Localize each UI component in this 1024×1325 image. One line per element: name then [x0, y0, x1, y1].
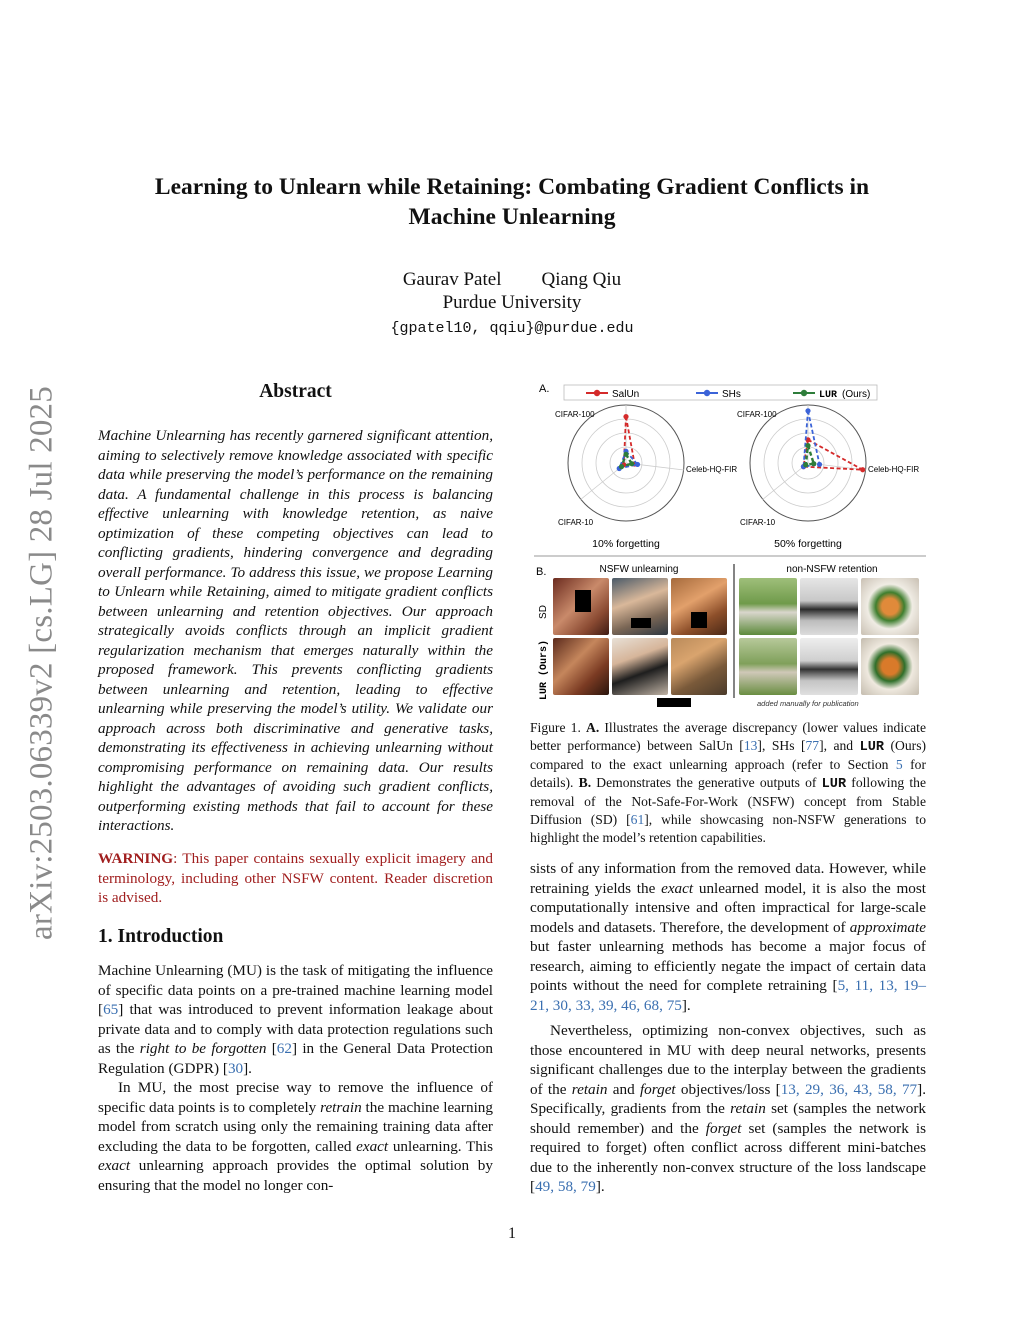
radar-2-title: 50% forgetting [774, 538, 842, 550]
citation-link[interactable]: 65 [103, 1001, 119, 1018]
legend [564, 385, 877, 401]
censor-note: added manually for publication [757, 699, 859, 708]
radar-point-salun-1 [860, 467, 865, 472]
citation-links[interactable]: 13, 29, 36, 43, 58, 77 [780, 1080, 918, 1098]
censor-bar [631, 618, 651, 628]
citation-link[interactable]: 62 [276, 1040, 292, 1057]
right-column-text [530, 859, 926, 1197]
section-link[interactable]: 5 [895, 757, 903, 773]
paper-title: Learning to Unlearn while Retaining: Combating Gradient Conflicts in Machine Unlearning [154, 174, 870, 230]
radar-point-lur-ours--1 [629, 461, 634, 466]
right-paragraph-1: sists of any information from the removed data. However, while retraining yields the exact unlearned model, it is also the most computationally intensive and often impractical for large-scale models and datasets. Therefore, the development of approximate but faster unlearning methods has become a major focus of research, aiming to efficiently negate the impact of certain data points without the need for complete retraining [5, 11, 13, 19–21, 30, 33, 39, 46, 68, 75]. [530, 860, 927, 1014]
radar-1-series [617, 414, 640, 471]
lur-retention-image-2 [800, 638, 858, 695]
lur-image-1 [553, 638, 609, 695]
intro-paragraph-2: In MU, the most precise way to remove the influence of specific data points is to completely retrain the machine learning model from scratch using only the remaining training data after excluding the data to be forgotten, called exact unlearning. This exact unlearning approach provides the optimal solution by ensuring that the model no longer con- [98, 1079, 493, 1194]
row-label-lur: LUR (Ours) [539, 639, 550, 701]
warning-text: : This paper contains sexually explicit imagery and terminology, including other NSFW content. Reader discretion is advised. [98, 850, 493, 906]
citation-link[interactable]: 13 [743, 737, 758, 753]
radar-series-salun [624, 417, 635, 465]
legend-shs-marker [704, 390, 710, 396]
figure-caption: Figure 1. A. Illustrates the average discrepancy (lower values indicate better performance) between SalUn [13], SHs [77], and LUR (Ours) compared to the exact unlearning approach (refer to Section 5 for details). B. Demonstrates the generative outputs of LUR following the removal of the Not-Safe-For-Work (NSFW) concept from Stable Diffusion (SD) [61], while showcasing non-NSFW generations to highlight the model’s retention capabilities. [530, 720, 927, 845]
right-paragraph-2: Nevertheless, optimizing non-convex objectives, such as those encountered in MU with deep neural networks, presents significant challenges due to the interplay between the gradients of the retain and forget objectives/loss [13, 29, 36, 43, 58, 77]. Specifically, gradients from the retain set (samples the network should remember) and the forget set (samples the network is required to forget) often conflict across different mini-batches due to the inherently non-convex structure of the loss landscape [49, 58, 79]. [530, 1022, 926, 1195]
legend-lur-marker [801, 390, 807, 396]
figure-1 [530, 378, 928, 713]
section-heading: 1. Introduction [98, 926, 224, 947]
citation-link[interactable]: 61 [630, 811, 645, 827]
censor-bar [575, 590, 591, 612]
radar-1-axis-celeb: Celeb-HQ-FIR [686, 465, 738, 474]
author-block [300, 268, 724, 340]
author-names [300, 268, 724, 291]
intro-paragraph-1: Machine Unlearning (MU) is the task of mitigating the influence of specific data points on a pre-trained machine learning model [65] that was introduced to prevent information leakage about private data and to comply with data protection regulations such as the right to be forgotten [62] in the General Data Protection Regulation (GDPR) [30]. [98, 962, 493, 1077]
citation-link[interactable]: 30 [227, 1059, 244, 1077]
row-label-sd: SD [538, 605, 549, 619]
legend-salun-marker [594, 390, 600, 396]
radar-2-spoke [762, 463, 808, 500]
arxiv-id: arXiv:2503.06339v2 [cs.LG] 28 Jul 2025 [23, 386, 60, 940]
lur-retention-image-3 [861, 638, 919, 695]
lur-retention-image-1 [739, 638, 797, 695]
radar-chart-2 [737, 405, 919, 550]
warning-label: WARNING [98, 850, 174, 867]
radar-1-title: 10% forgetting [592, 538, 660, 550]
radar-point-lur-ours--0 [623, 452, 628, 457]
censor-bar [691, 612, 707, 628]
email: {gpatel10, qqiu}@purdue.edu [390, 320, 634, 337]
page-number: 1 [508, 1225, 516, 1242]
radar-2-axis-cifar100: CIFAR-100 [737, 410, 777, 419]
radar-point-lur-ours--2 [803, 462, 808, 467]
b-title-retention: non-NSFW retention [786, 564, 878, 575]
sd-retention-image-3 [861, 578, 919, 635]
legend-shs-label: SHs [722, 389, 741, 400]
radar-point-shs-1 [635, 462, 640, 467]
warning-note [98, 849, 493, 908]
citation-links[interactable]: 49, 58, 79 [535, 1178, 596, 1195]
radar-1-axis-cifar100: CIFAR-100 [555, 410, 595, 419]
radar-2-axis-celeb: Celeb-HQ-FIR [868, 465, 920, 474]
citation-links[interactable]: 5, 11, 13, 19–21, 30, 33, 39, 46, 68, 75 [530, 977, 926, 1014]
radar-2-axis-cifar10: CIFAR-10 [740, 518, 776, 527]
legend-lur-ours: (Ours) [842, 389, 871, 400]
abstract-text: Machine Unlearning has recently garnered significant attention, aiming to selectively remove knowledge associated with specific data while preserving the model’s performance on the remaining data. A fundamental challenge in this process is balancing effective unlearning with knowledge retention, as naive optimization of these competing objectives can lead to conflicting gradients, hindering convergence and degrading overall performance. To address this issue, we propose Learning to Unlearn while Retaining, aimed to mitigate gradient conflicts between unlearning and retention objectives. Our approach strategically avoids conflicts through an implicit gradient regularization mechanism that emerges naturally within the proposed framework. This prevents conflicting gradients between unlearning and retention, leading to effective unlearning while preserving the model’s utility. We validate our approach across both discriminative and generative tasks, demonstrating its effectiveness in achieving unlearning without compromising performance on remaining data. Our results highlight the advantages of avoiding such gradient conflicts, outperforming existing methods that fail to account for these interactions. [98, 427, 493, 834]
lur-image-3 [671, 638, 727, 695]
panel-b-label: B. [536, 566, 547, 578]
radar-point-shs-1 [817, 462, 822, 467]
abstract-heading: Abstract [259, 381, 332, 402]
sd-nsfw-image-3 [671, 578, 727, 635]
radar-point-lur-ours--1 [811, 461, 816, 466]
arxiv-stamp [22, 378, 62, 948]
legend-lur-label: LUR [819, 390, 838, 401]
intro-text [98, 961, 493, 1195]
citation-link[interactable]: 77 [805, 737, 820, 753]
radar-2-series [801, 408, 865, 472]
radar-chart-1 [555, 405, 737, 550]
affiliation: Purdue University [442, 292, 582, 313]
author-2: Qiang Qiu [541, 269, 622, 290]
radar-point-salun-0 [623, 414, 628, 419]
panel-a-label: A. [539, 383, 550, 395]
author-1: Gaurav Patel [402, 269, 502, 290]
radar-point-shs-0 [805, 408, 810, 413]
sd-nsfw-image-1 [553, 578, 609, 635]
b-title-nsfw: NSFW unlearning [599, 564, 679, 575]
sd-retention-image-1 [739, 578, 797, 635]
radar-1-axis-cifar10: CIFAR-10 [558, 518, 594, 527]
radar-point-lur-ours--0 [805, 443, 810, 448]
radar-point-lur-ours--2 [619, 464, 624, 469]
censor-legend-bar [657, 698, 691, 707]
sd-nsfw-image-2 [612, 578, 668, 635]
lur-image-2 [612, 638, 668, 695]
legend-salun-label: SalUn [612, 389, 640, 400]
sd-retention-image-2 [800, 578, 858, 635]
